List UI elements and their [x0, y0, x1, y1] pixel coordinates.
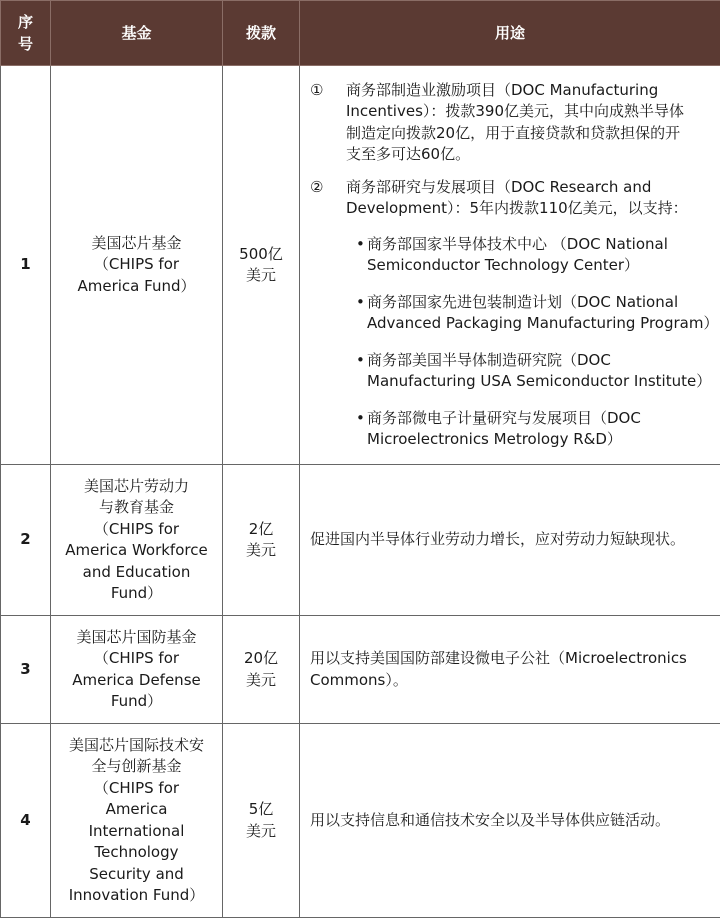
- fund-name: [51, 66, 223, 465]
- header-amount: 拨款: [223, 1, 300, 66]
- fund-name: [51, 465, 223, 616]
- fund-name: [51, 616, 223, 724]
- bullet-line: Manufacturing USA Semiconductor Institute）: [367, 372, 712, 390]
- item-line: 支至多可达60亿。: [346, 145, 471, 163]
- fund-line: （CHIPS for: [93, 649, 180, 667]
- bullet-text: [367, 350, 716, 393]
- fund-amount: [223, 66, 300, 465]
- bullet-line: Microelectronics Metrology R&D）: [367, 430, 622, 448]
- fund-use: [300, 616, 720, 724]
- item-line: Incentives）：拨款390亿美元，其中向成熟半导体: [346, 102, 685, 120]
- bullet-item: [356, 408, 716, 451]
- use-item: [310, 80, 716, 166]
- bullet-line: 商务部微电子计量研究与发展项目（DOC: [367, 408, 641, 427]
- use-line: 促进国内半导体行业劳动力增长，应对劳动力短缺现状。: [310, 530, 686, 549]
- bullet-text: [367, 234, 716, 277]
- amount-line: 美元: [245, 821, 276, 840]
- fund-line: 全与创新基金: [91, 757, 182, 775]
- bullet-line: 商务部国家半导体技术中心 （DOC National: [367, 234, 668, 253]
- item-line: 制造定向拨款20亿，用于直接贷款和贷款担保的开: [346, 123, 681, 142]
- table-row: [1, 66, 720, 465]
- amount-line: 2亿: [248, 519, 274, 538]
- fund-use: [300, 465, 720, 616]
- fund-line: Innovation Fund）: [68, 886, 205, 904]
- fund-line: America Workforce: [65, 541, 208, 559]
- bullet-mark: •: [356, 350, 365, 369]
- fund-line: 美国芯片国际技术安: [68, 735, 204, 754]
- fund-use: [300, 66, 720, 465]
- item-number: ②: [310, 177, 324, 196]
- row-index: 2: [1, 465, 51, 616]
- fund-amount: [223, 465, 300, 616]
- row-index: 3: [1, 616, 51, 724]
- use-line: Commons）。: [310, 670, 408, 689]
- fund-line: America Fund）: [77, 276, 196, 295]
- bullet-text: [367, 292, 718, 335]
- table-row: [1, 465, 720, 616]
- bullet-line: Advanced Packaging Manufacturing Program）: [367, 314, 719, 332]
- item-text: [346, 177, 716, 220]
- bullet-line: 商务部美国半导体制造研究院（DOC: [367, 350, 611, 369]
- item-number: ①: [310, 80, 324, 99]
- fund-line: Technology: [94, 843, 179, 861]
- fund-line: America: [105, 800, 168, 818]
- row-index: 1: [1, 66, 51, 465]
- item-text: [346, 80, 716, 166]
- bullet-line: 商务部国家先进包装制造计划（DOC National: [367, 292, 679, 311]
- use-line: 用以支持信息和通信技术安全以及半导体供应链活动。: [310, 810, 671, 829]
- header-use: 用途: [300, 1, 720, 66]
- bullet-item: [356, 350, 716, 393]
- item-line: 商务部制造业激励项目（DOC Manufacturing: [346, 80, 659, 99]
- bullet-mark: •: [356, 408, 365, 427]
- fund-line: 美国芯片劳动力: [83, 476, 189, 495]
- bullet-mark: •: [356, 292, 365, 311]
- amount-line: 500亿: [239, 244, 283, 263]
- amount-line: 美元: [245, 541, 276, 559]
- fund-use: [300, 724, 720, 918]
- amount-line: 美元: [245, 670, 276, 689]
- use-line: 用以支持美国国防部建设微电子公社（Microelectronics: [310, 649, 687, 667]
- item-line: 商务部研究与发展项目（DOC Research and: [346, 177, 652, 196]
- fund-line: 与教育基金: [98, 498, 174, 516]
- fund-line: 美国芯片基金: [91, 233, 182, 252]
- bullet-list: [310, 234, 719, 451]
- fund-amount: [223, 616, 300, 724]
- fund-line: Security and: [89, 864, 184, 883]
- fund-line: International: [88, 821, 185, 840]
- fund-line: and Education: [82, 562, 191, 581]
- header-row: [1, 1, 720, 66]
- bullet-text: [367, 408, 716, 451]
- row-index: 4: [1, 724, 51, 918]
- fund-name: [51, 724, 223, 918]
- bullet-item: [356, 292, 719, 335]
- use-item: [310, 177, 716, 220]
- bullet-mark: •: [356, 234, 365, 253]
- item-line: Development）：5年内拨款110亿美元，以支持：: [346, 199, 688, 217]
- fund-line: Fund）: [110, 584, 163, 602]
- fund-line: America Defense: [72, 670, 201, 689]
- fund-line: 美国芯片国防基金: [76, 627, 197, 646]
- amount-line: 5亿: [248, 800, 274, 818]
- table-row: [1, 724, 720, 918]
- header-index: [1, 1, 51, 66]
- table-row: [1, 616, 720, 724]
- fund-line: Fund）: [110, 692, 163, 710]
- header-fund: 基金: [51, 1, 223, 66]
- amount-line: 20亿: [243, 649, 279, 667]
- fund-amount: [223, 724, 300, 918]
- amount-line: 美元: [245, 266, 276, 284]
- bullet-item: [356, 234, 716, 277]
- fund-line: （CHIPS for: [93, 778, 180, 797]
- fund-line: （CHIPS for: [93, 519, 180, 538]
- bullet-line: Semiconductor Technology Center）: [367, 256, 640, 274]
- fund-line: （CHIPS for: [93, 255, 180, 274]
- header-index-line: 序号: [17, 13, 33, 53]
